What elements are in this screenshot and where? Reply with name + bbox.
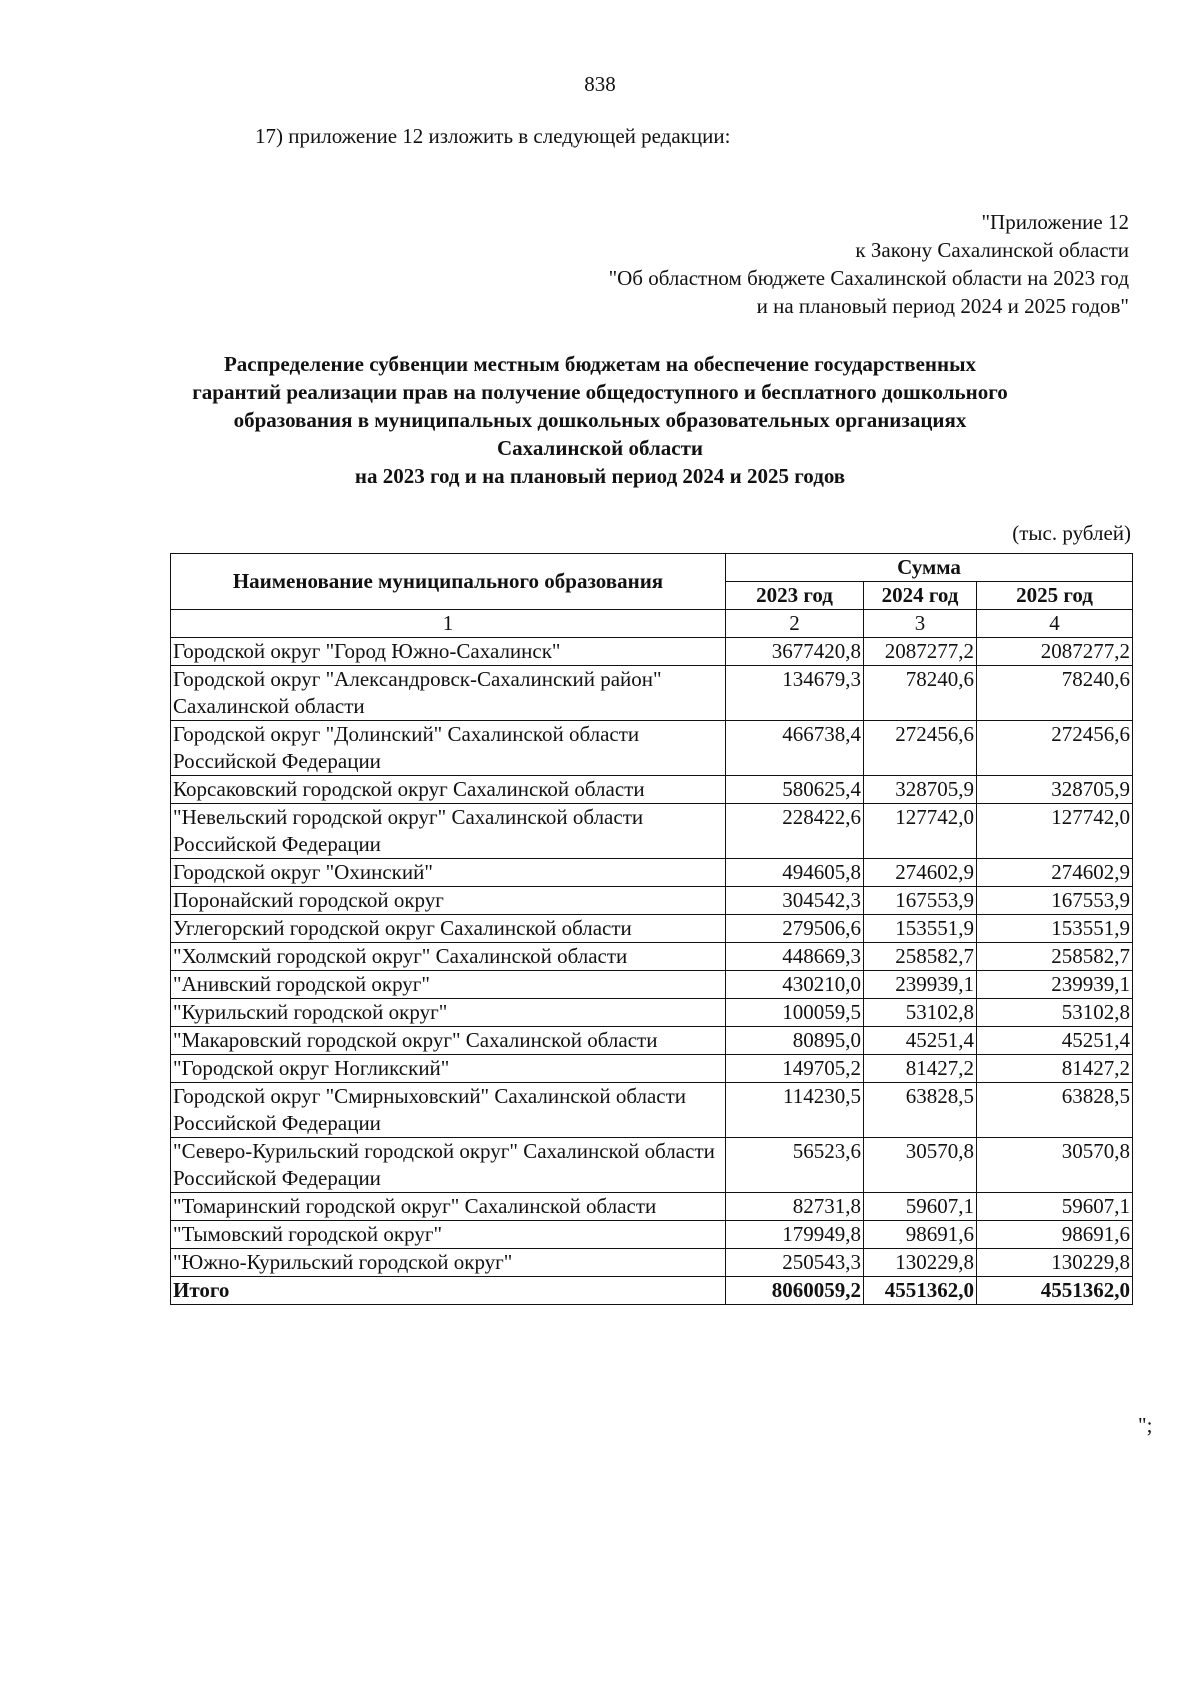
appendix-ref-line: к Закону Сахалинской области	[855, 238, 1129, 262]
title-line: Распределение субвенции местным бюджетам на обеспечение государственных	[223, 352, 977, 376]
total-2023: 8060059,2	[726, 1277, 864, 1305]
value-2023: 228422,6	[726, 804, 864, 859]
value-2023: 56523,6	[726, 1138, 864, 1193]
title-line: гарантий реализации прав на получение общедоступного и бесплатного дошкольного	[192, 380, 1008, 404]
table-row	[171, 666, 1133, 721]
value-2024: 167553,9	[864, 887, 977, 915]
value-2024: 53102,8	[864, 999, 977, 1027]
municipality-name: "Южно-Курильский городской округ"	[171, 1249, 726, 1277]
value-2025: 272456,6	[977, 721, 1133, 776]
value-2023: 279506,6	[726, 915, 864, 943]
value-2025: 127742,0	[977, 804, 1133, 859]
value-2024: 274602,9	[864, 859, 977, 887]
page-number: 838	[584, 72, 616, 96]
table-row	[171, 1221, 1133, 1249]
value-2023: 250543,3	[726, 1249, 864, 1277]
value-2023: 304542,3	[726, 887, 864, 915]
value-2023: 114230,5	[726, 1083, 864, 1138]
table-row	[171, 721, 1133, 776]
appendix-ref-line: "Приложение 12	[981, 210, 1129, 234]
municipality-name: "Томаринский городской округ" Сахалинской области	[171, 1193, 726, 1221]
value-2023: 134679,3	[726, 666, 864, 721]
table-row	[171, 943, 1133, 971]
value-2025: 153551,9	[977, 915, 1133, 943]
value-2023: 80895,0	[726, 1027, 864, 1055]
table-row	[171, 859, 1133, 887]
value-2025: 2087277,2	[977, 638, 1133, 666]
value-2024: 59607,1	[864, 1193, 977, 1221]
municipality-name: Углегорский городской округ Сахалинской области	[171, 915, 726, 943]
title-line: на 2023 год и на плановый период 2024 и 2025 годов	[354, 464, 846, 488]
value-2025: 274602,9	[977, 859, 1133, 887]
units-label: (тыс. рублей)	[1012, 521, 1131, 545]
total-2025: 4551362,0	[977, 1277, 1133, 1305]
subvention-table	[170, 553, 1133, 1305]
value-2024: 130229,8	[864, 1249, 977, 1277]
instruction-text: 17) приложение 12 изложить в следующей редакции:	[255, 124, 731, 148]
value-2025: 328705,9	[977, 776, 1133, 804]
municipality-name: "Тымовский городской округ"	[171, 1221, 726, 1249]
value-2024: 30570,8	[864, 1138, 977, 1193]
value-2025: 167553,9	[977, 887, 1133, 915]
appendix-ref-line: и на плановый период 2024 и 2025 годов"	[756, 294, 1129, 318]
column-number: 2	[726, 610, 864, 638]
value-2025: 98691,6	[977, 1221, 1133, 1249]
value-2025: 258582,7	[977, 943, 1133, 971]
table-row	[171, 1055, 1133, 1083]
table-row	[171, 887, 1133, 915]
value-2023: 580625,4	[726, 776, 864, 804]
table-row	[171, 915, 1133, 943]
title-line: Сахалинской области	[496, 436, 704, 460]
table-row	[171, 776, 1133, 804]
table-body	[171, 638, 1133, 1277]
table-row	[171, 1193, 1133, 1221]
table-row	[171, 638, 1133, 666]
municipality-name: Корсаковский городской округ Сахалинской области	[171, 776, 726, 804]
value-2024: 78240,6	[864, 666, 977, 721]
municipality-name: "Невельский городской округ" Сахалинской области Российской Федерации	[171, 804, 726, 859]
value-2023: 179949,8	[726, 1221, 864, 1249]
column-numbers-row	[171, 610, 1133, 638]
table-row	[171, 1138, 1133, 1193]
value-2024: 127742,0	[864, 804, 977, 859]
total-label: Итого	[171, 1277, 726, 1305]
value-2025: 59607,1	[977, 1193, 1133, 1221]
value-2025: 78240,6	[977, 666, 1133, 721]
value-2025: 239939,1	[977, 971, 1133, 999]
appendix-reference	[609, 208, 1129, 320]
header-municipality: Наименование муниципального образования	[171, 554, 726, 610]
value-2023: 149705,2	[726, 1055, 864, 1083]
value-2024: 98691,6	[864, 1221, 977, 1249]
municipality-name: "Северо-Курильский городской округ" Сахалинской области Российской Федерации	[171, 1138, 726, 1193]
table-row	[171, 999, 1133, 1027]
value-2025: 53102,8	[977, 999, 1133, 1027]
value-2023: 100059,5	[726, 999, 864, 1027]
table-row	[171, 1027, 1133, 1055]
table-row	[171, 971, 1133, 999]
value-2024: 2087277,2	[864, 638, 977, 666]
value-2024: 239939,1	[864, 971, 977, 999]
closing-quote-mark: ";	[1138, 1413, 1153, 1437]
header-year-2025: 2025 год	[977, 582, 1133, 610]
municipality-name: Городской округ "Александровск-Сахалинский район" Сахалинской области	[171, 666, 726, 721]
total-2024: 4551362,0	[864, 1277, 977, 1305]
municipality-name: Городской округ "Город Южно-Сахалинск"	[171, 638, 726, 666]
column-number: 1	[171, 610, 726, 638]
municipality-name: "Городской округ Ногликский"	[171, 1055, 726, 1083]
value-2024: 63828,5	[864, 1083, 977, 1138]
municipality-name: "Холмский городской округ" Сахалинской области	[171, 943, 726, 971]
value-2023: 448669,3	[726, 943, 864, 971]
municipality-name: "Курильский городской округ"	[171, 999, 726, 1027]
value-2024: 258582,7	[864, 943, 977, 971]
value-2023: 3677420,8	[726, 638, 864, 666]
header-sum: Сумма	[726, 554, 1133, 582]
value-2024: 153551,9	[864, 915, 977, 943]
value-2023: 82731,8	[726, 1193, 864, 1221]
municipality-name: Городской округ "Смирныховский" Сахалинской области Российской Федерации	[171, 1083, 726, 1138]
municipality-name: "Макаровский городской округ" Сахалинской области	[171, 1027, 726, 1055]
header-year-2024: 2024 год	[864, 582, 977, 610]
municipality-name: Городской округ "Долинский" Сахалинской области Российской Федерации	[171, 721, 726, 776]
value-2024: 272456,6	[864, 721, 977, 776]
value-2023: 494605,8	[726, 859, 864, 887]
total-row	[171, 1277, 1133, 1305]
value-2025: 30570,8	[977, 1138, 1133, 1193]
value-2025: 81427,2	[977, 1055, 1133, 1083]
appendix-ref-line: "Об областном бюджете Сахалинской области на 2023 год	[608, 266, 1129, 290]
value-2023: 430210,0	[726, 971, 864, 999]
municipality-name: Городской округ "Охинский"	[171, 859, 726, 887]
value-2024: 328705,9	[864, 776, 977, 804]
table-header-row	[171, 554, 1133, 582]
header-year-2023: 2023 год	[726, 582, 864, 610]
value-2023: 466738,4	[726, 721, 864, 776]
value-2024: 81427,2	[864, 1055, 977, 1083]
column-number: 3	[864, 610, 977, 638]
table-row	[171, 1083, 1133, 1138]
value-2024: 45251,4	[864, 1027, 977, 1055]
document-title	[0, 350, 1200, 490]
municipality-name: "Анивский городской округ"	[171, 971, 726, 999]
table-row	[171, 804, 1133, 859]
table-row	[171, 1249, 1133, 1277]
municipality-name: Поронайский городской округ	[171, 887, 726, 915]
value-2025: 45251,4	[977, 1027, 1133, 1055]
column-number: 4	[977, 610, 1133, 638]
title-line: образования в муниципальных дошкольных образовательных организациях	[233, 408, 967, 432]
value-2025: 130229,8	[977, 1249, 1133, 1277]
value-2025: 63828,5	[977, 1083, 1133, 1138]
